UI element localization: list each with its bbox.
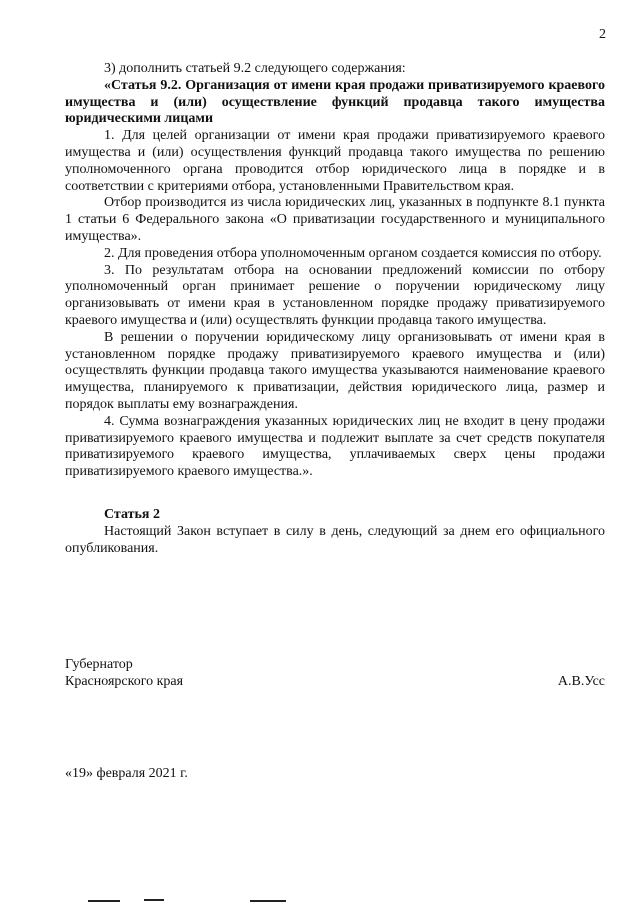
scan-artifact-line [144,899,164,901]
article-2-heading: Статья 2 [104,506,160,522]
article-9-2-heading: «Статья 9.2. Организация от имени края продажи приватизируемого краевого имущества и (или) осуществление функций продавца такого имущества юридическими лицами [65,77,605,127]
paragraph-4: 4. Сумма вознаграждения указанных юридических лиц не входит в цену продажи приватизируемого краевого имущества и подлежит выплате за счет средств покупателя приватизируемого краевого имущества, уплачиваемых сверх цены продажи приватизируемого краевого имущества.». [65,413,605,480]
paragraph-decision: В решении о поручении юридическому лицу организовывать от имени края в установленном порядке продажу приватизируемого краевого имущества и (или) осуществлять функции продавца такого имущества указываются наименование краевого имущества, планируемого к приватизации, действия юридического лица, размер и порядок выплаты ему вознаграждения. [65,329,605,412]
paragraph-2: 2. Для проведения отбора уполномоченным органом создается комиссия по отбору. [104,245,602,261]
scan-artifact-line [88,900,120,902]
signature-block [65,656,605,690]
document-date: «19» февраля 2021 г. [65,766,188,781]
signatory-name: А.В.Усс [557,674,605,689]
document-body [65,61,605,557]
intro-paragraph: 3) дополнить статьей 9.2 следующего содержания: [104,61,406,76]
paragraph-3: 3. По результатам отбора на основании предложений комиссии по отбору уполномоченный орган принимает решение о поручении юридическому лицу организовывать от имени края в установленном порядке продажу приватизируемого краевого имущества и (или) осуществлять функции продавца такого имущества. [65,262,605,328]
paragraph-1: 1. Для целей организации от имени края продажи приватизируемого краевого имущества и (или) осуществления функций продавца такого имущества по решению уполномоченного органа проводится отбор юридического лица в порядке и в соответствии с критериями отбора, установленными Правительством края. [65,128,605,194]
signatory-title-line-2: Красноярского края [65,674,184,689]
scan-artifact-line [250,900,286,902]
paragraph-selection: Отбор производится из числа юридических лиц, указанных в подпункте 8.1 пункта 1 статьи 6 Федерального закона «О приватизации государственного и муниципального имущества». [65,195,605,244]
article-2-text: Настоящий Закон вступает в силу в день, следующий за днем его официального опубликования. [65,523,605,556]
page-number: 2 [599,27,606,42]
signatory-title-line-1: Губернатор [65,657,133,672]
